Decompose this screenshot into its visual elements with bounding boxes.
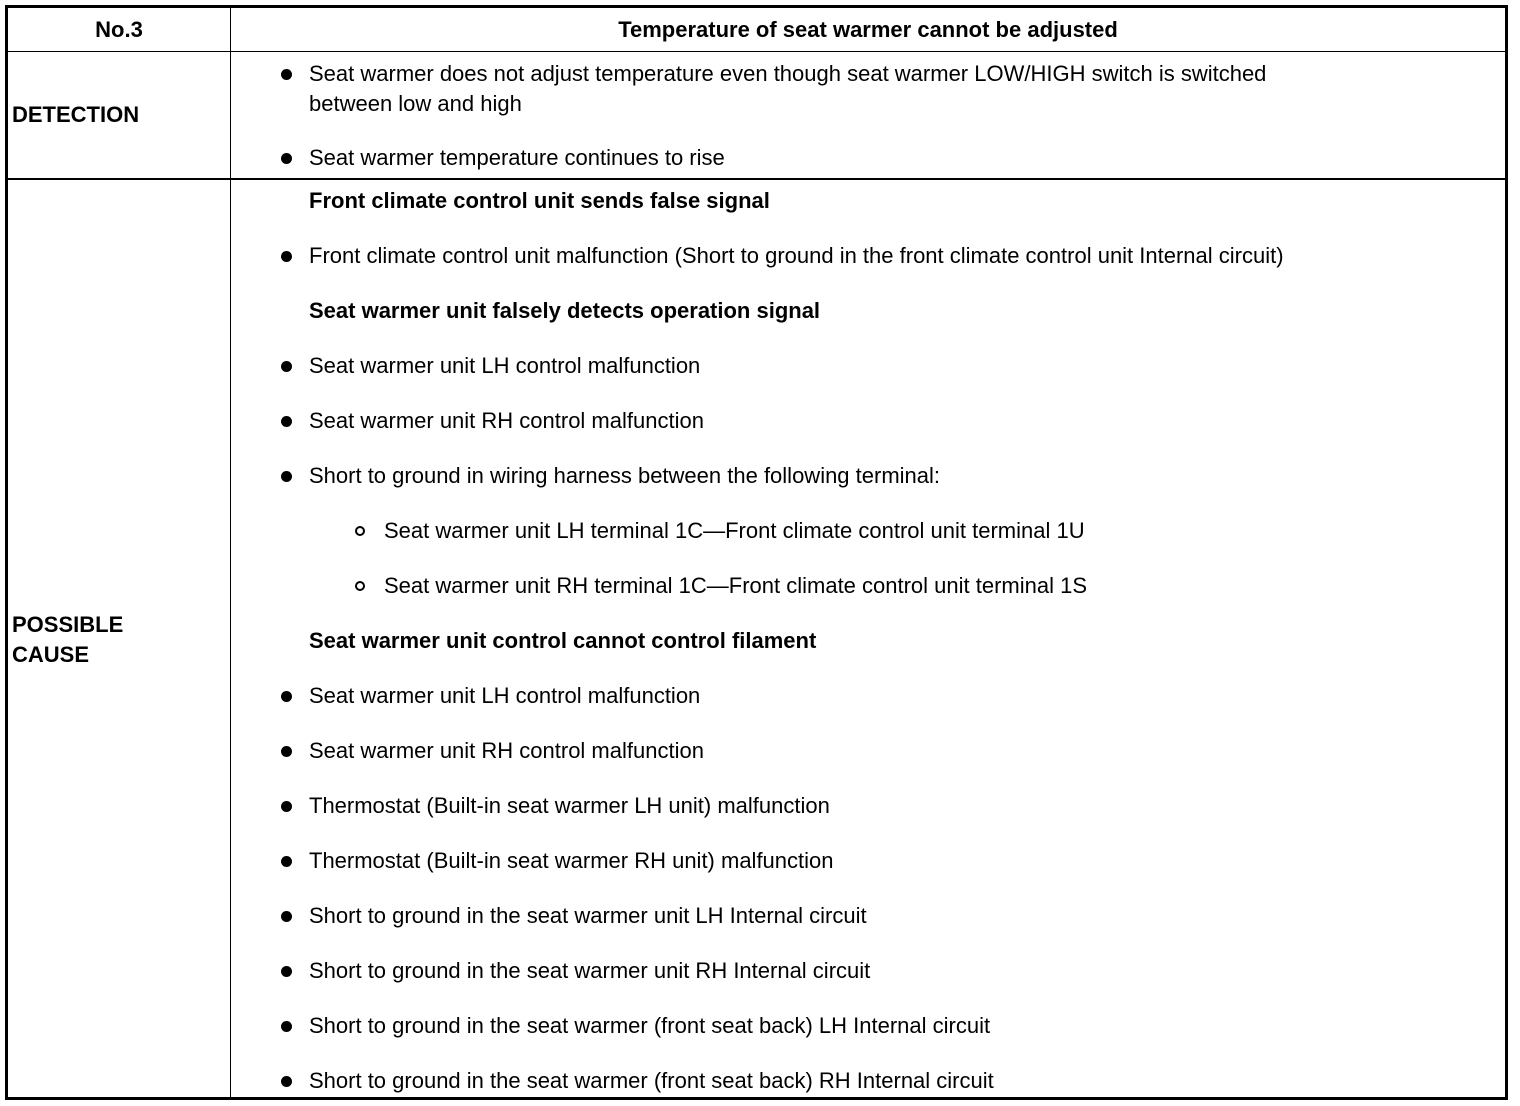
bullet-icon <box>281 691 292 702</box>
header-number: No.3 <box>95 17 143 42</box>
detection-item-continuation: between low and high <box>309 91 522 116</box>
bullet-icon <box>281 911 292 922</box>
possible-cause-label-line1: POSSIBLE <box>12 612 124 637</box>
column-divider <box>230 8 231 1097</box>
detection-item: Seat warmer does not adjust temperature even though seat warmer LOW/HIGH switch is switched <box>309 61 1267 86</box>
cause-item: Seat warmer unit LH control malfunction <box>309 683 701 708</box>
cause-item: Seat warmer unit LH control malfunction <box>309 353 701 378</box>
bullet-icon <box>281 966 292 977</box>
cause-item: Short to ground in wiring harness between the following terminal: <box>309 463 941 488</box>
cause-item: Short to ground in the seat warmer unit RH Internal circuit <box>309 958 871 983</box>
bullet-icon <box>281 153 292 164</box>
possible-cause-label-line2: CAUSE <box>12 642 90 667</box>
cause-group-heading: Seat warmer unit control cannot control filament <box>309 628 817 653</box>
bullet-icon <box>281 69 292 80</box>
cause-item: Short to ground in the seat warmer (front seat back) LH Internal circuit <box>309 1013 991 1038</box>
hollow-bullet-icon <box>355 526 365 536</box>
detection-row-divider <box>8 178 1505 180</box>
cause-subitem: Seat warmer unit LH terminal 1C—Front climate control unit terminal 1U <box>384 518 1085 543</box>
cause-item: Seat warmer unit RH control malfunction <box>309 408 704 433</box>
bullet-icon <box>281 1076 292 1087</box>
bullet-icon <box>281 471 292 482</box>
bullet-icon <box>281 1021 292 1032</box>
cause-subitem: Seat warmer unit RH terminal 1C—Front climate control unit terminal 1S <box>384 573 1088 598</box>
bullet-icon <box>281 416 292 427</box>
cause-item: Front climate control unit malfunction (Short to ground in the front climate control unit Internal circuit) <box>309 243 1284 268</box>
detection-label: DETECTION <box>12 102 140 127</box>
cause-item: Short to ground in the seat warmer (front seat back) RH Internal circuit <box>309 1068 994 1093</box>
troubleshooting-table <box>5 5 1508 1100</box>
detection-item: Seat warmer temperature continues to rise <box>309 145 725 170</box>
header-row-divider <box>8 51 1505 52</box>
hollow-bullet-icon <box>355 581 365 591</box>
bullet-icon <box>281 801 292 812</box>
cause-item: Short to ground in the seat warmer unit LH Internal circuit <box>309 903 867 928</box>
bullet-icon <box>281 251 292 262</box>
bullet-icon <box>281 361 292 372</box>
header-title: Temperature of seat warmer cannot be adjusted <box>618 17 1118 42</box>
cause-group-heading: Seat warmer unit falsely detects operation signal <box>309 298 821 323</box>
cause-group-heading: Front climate control unit sends false signal <box>309 188 770 213</box>
bullet-icon <box>281 746 292 757</box>
cause-item: Thermostat (Built-in seat warmer LH unit) malfunction <box>309 793 830 818</box>
cause-item: Seat warmer unit RH control malfunction <box>309 738 704 763</box>
cause-item: Thermostat (Built-in seat warmer RH unit) malfunction <box>309 848 834 873</box>
bullet-icon <box>281 856 292 867</box>
